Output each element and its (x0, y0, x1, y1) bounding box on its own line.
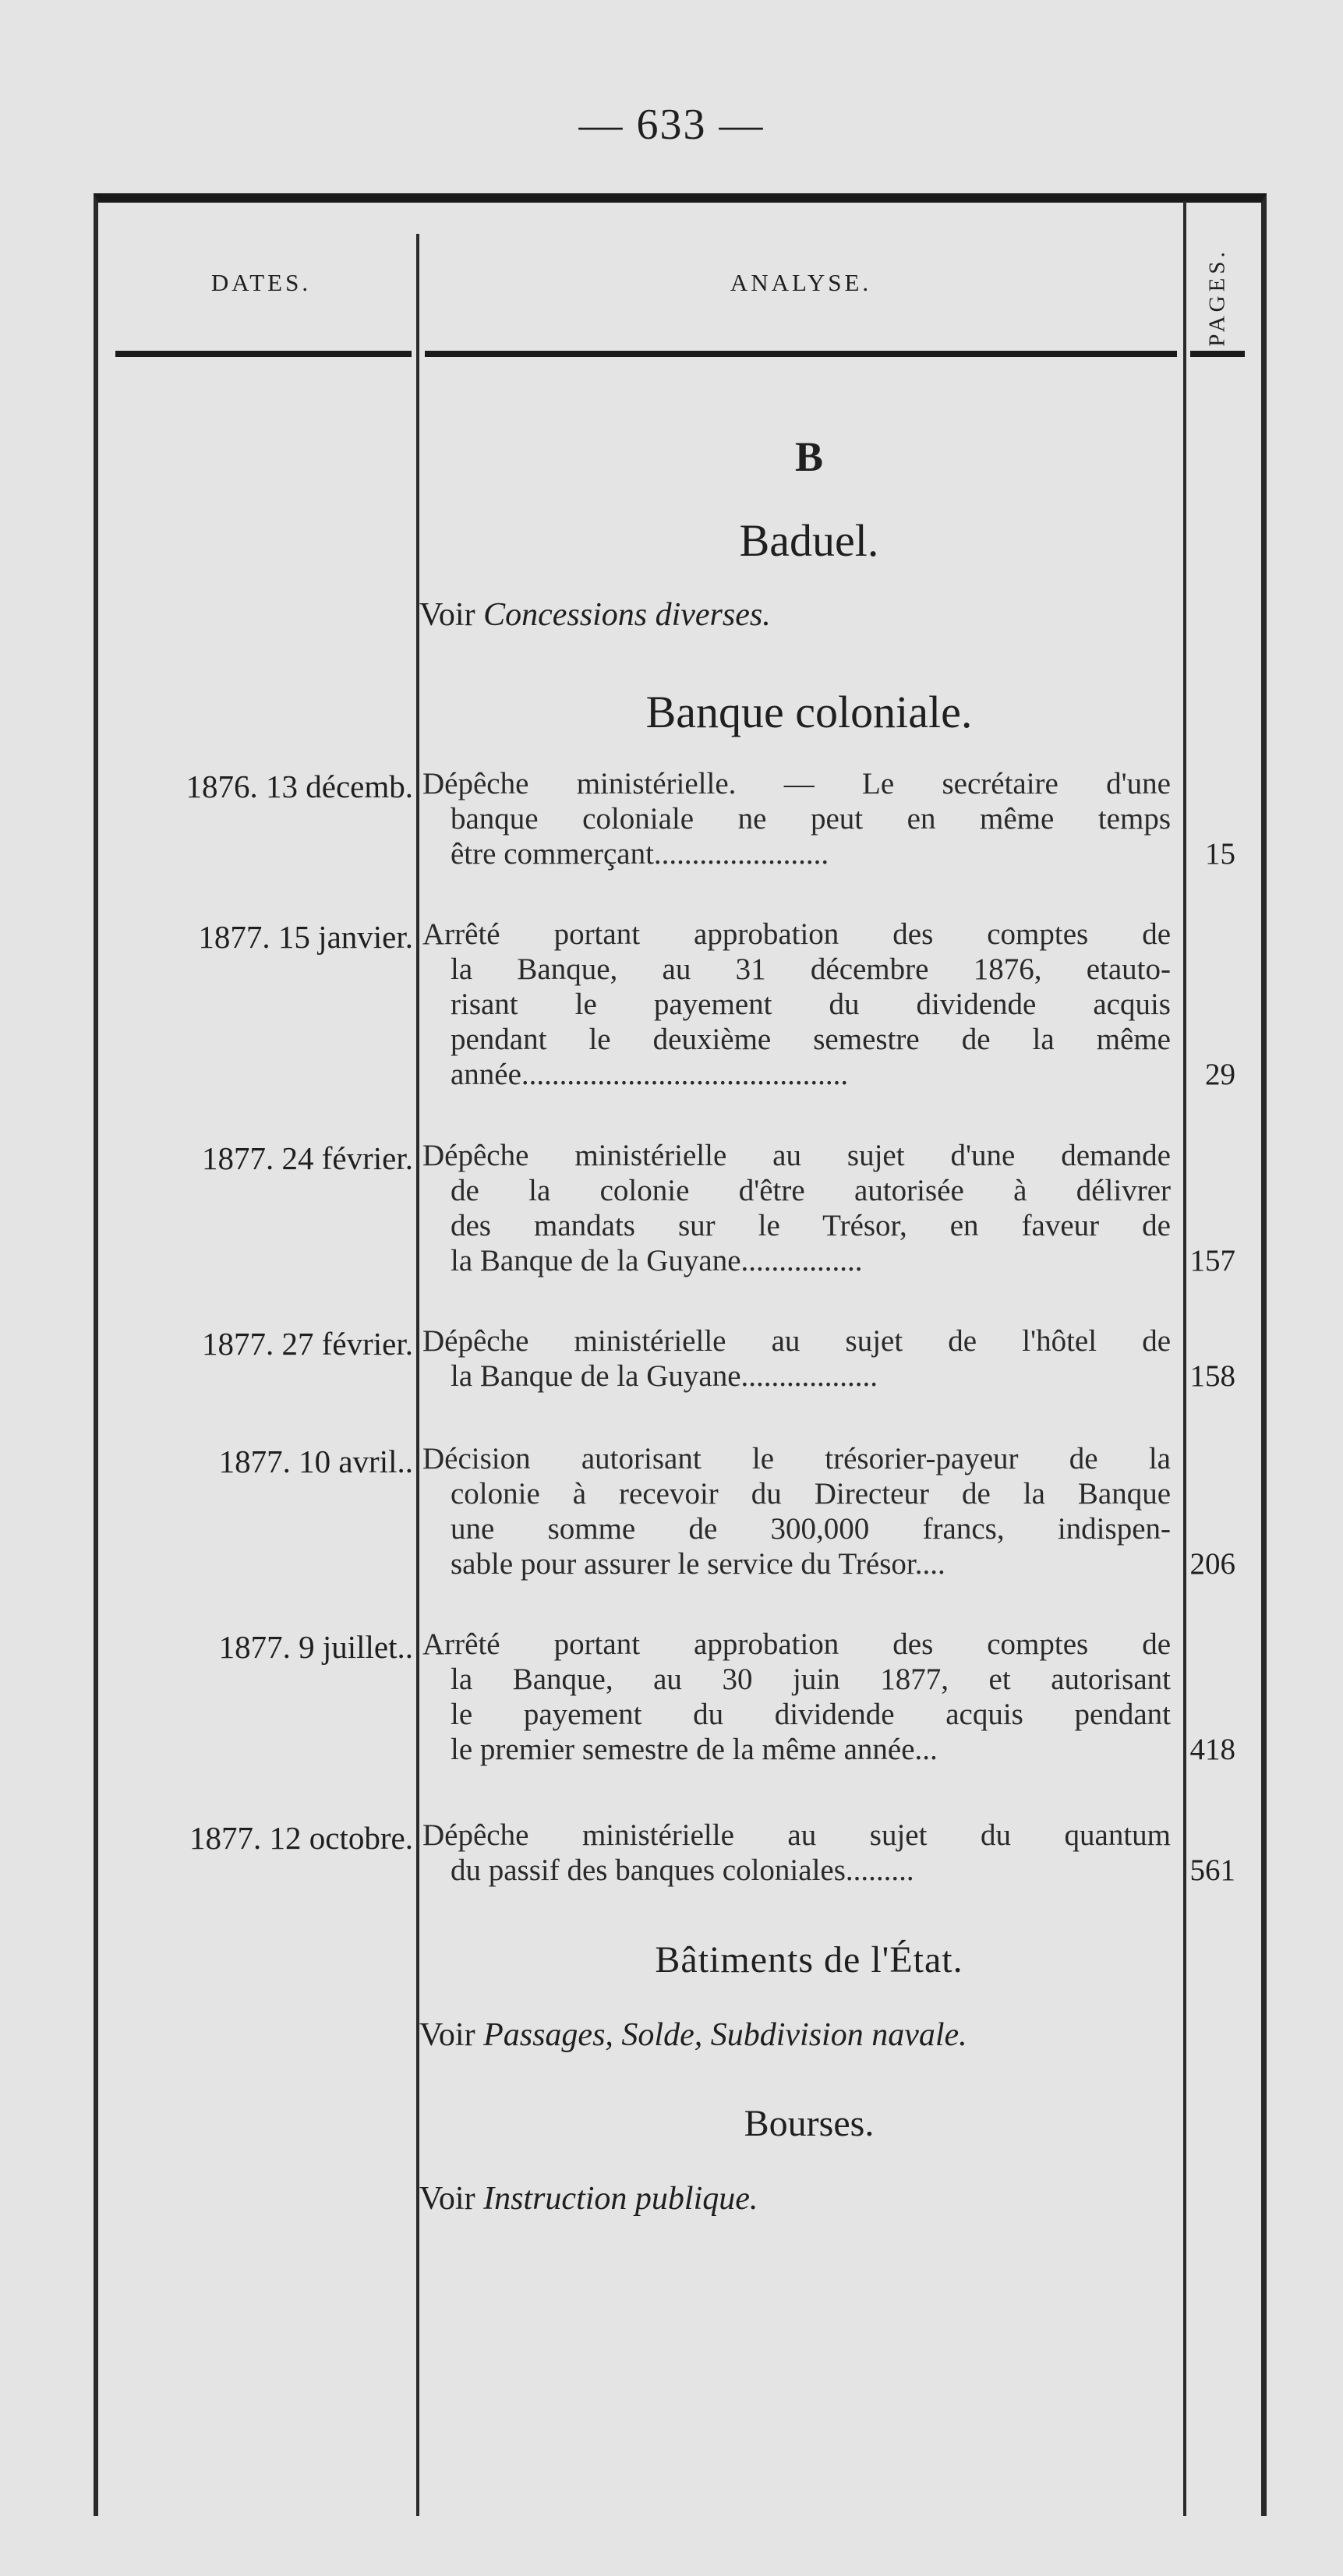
entry-page: 15 (1205, 837, 1235, 871)
header-dates: DATES. (210, 269, 312, 296)
subject-title-bourses: Bourses. (744, 2103, 875, 2144)
entry-text: Dépêche ministérielle. — Le secrétaire d'une banque coloniale ne peut en même temps être commerçant....................... (422, 767, 1171, 871)
header-rule-pages (1190, 351, 1245, 357)
header-analyse: ANALYSE. (730, 269, 872, 296)
entry-page: 561 (1189, 1853, 1235, 1887)
subject-title-baduel: Baduel. (739, 515, 879, 566)
header-rule-dates (115, 351, 412, 357)
entry-page: 206 (1189, 1547, 1235, 1581)
entry-text: Dépêche ministérielle au sujet de l'hôtel de la Banque de la Guyane.................. (422, 1324, 1171, 1393)
entry-date: 1877. 10 avril.. (218, 1443, 413, 1479)
entry-page: 418 (1189, 1733, 1235, 1766)
voir-label: Voir (419, 2181, 475, 2217)
cross-reference-bourses (419, 2180, 758, 2217)
entry-date: 1877. 12 octobre. (189, 1820, 413, 1856)
header-pages: PAGES. (1204, 247, 1230, 347)
voir-refs: Passages, Solde, Subdivision navale. (483, 2017, 967, 2053)
entry-date: 1877. 9 juillet.. (218, 1629, 413, 1665)
entry-page: 29 (1205, 1058, 1235, 1091)
subject-title-banque: Banque coloniale. (645, 687, 973, 737)
voir-refs: Concessions diverses. (483, 597, 771, 633)
entry-text: Dépêche ministérielle au sujet du quantum du passif des banques coloniales......... (422, 1818, 1171, 1887)
entry-date: 1877. 27 février. (202, 1326, 413, 1362)
cross-reference-batiments (419, 2016, 967, 2054)
subject-title-batiments: Bâtiments de l'État. (655, 1939, 963, 1981)
entry-text: Arrêté portant approbation des comptes de la Banque, au 30 juin 1877, et autorisant le payement du dividende acquis pendant le premier semestre de la même année... (422, 1627, 1171, 1766)
column-divider-dates (416, 234, 419, 2516)
entry-date: 1877. 24 février. (202, 1140, 413, 1176)
entry-page: 158 (1189, 1359, 1235, 1393)
voir-label: Voir (419, 597, 475, 633)
page-number: — 633 — (578, 101, 765, 149)
section-letter: B (794, 433, 824, 480)
voir-label: Voir (419, 2017, 475, 2053)
entry-text: Arrêté portant approbation des comptes de la Banque, au 31 décembre 1876, etauto- risant le payement du dividende acquis pendant le deuxième semestre de la même année........................................... (422, 917, 1171, 1091)
entry-text: Dépêche ministérielle au sujet d'une demande de la colonie d'être autorisée à délivrer des mandats sur le Trésor, en faveur de la Banque de la Guyane................ (422, 1139, 1171, 1277)
entry-page: 157 (1189, 1244, 1235, 1277)
entry-text: Décision autorisant le trésorier-payeur de la colonie à recevoir du Directeur de la Banque une somme de 300,000 francs, indispen- sable pour assurer le service du Trésor.... (422, 1442, 1171, 1581)
entry-date: 1877. 15 janvier. (198, 919, 413, 955)
cross-reference-baduel (419, 596, 771, 634)
header-rule-analyse (425, 351, 1177, 357)
entry-date: 1876. 13 décemb. (186, 769, 413, 804)
voir-refs: Instruction publique. (483, 2181, 758, 2217)
